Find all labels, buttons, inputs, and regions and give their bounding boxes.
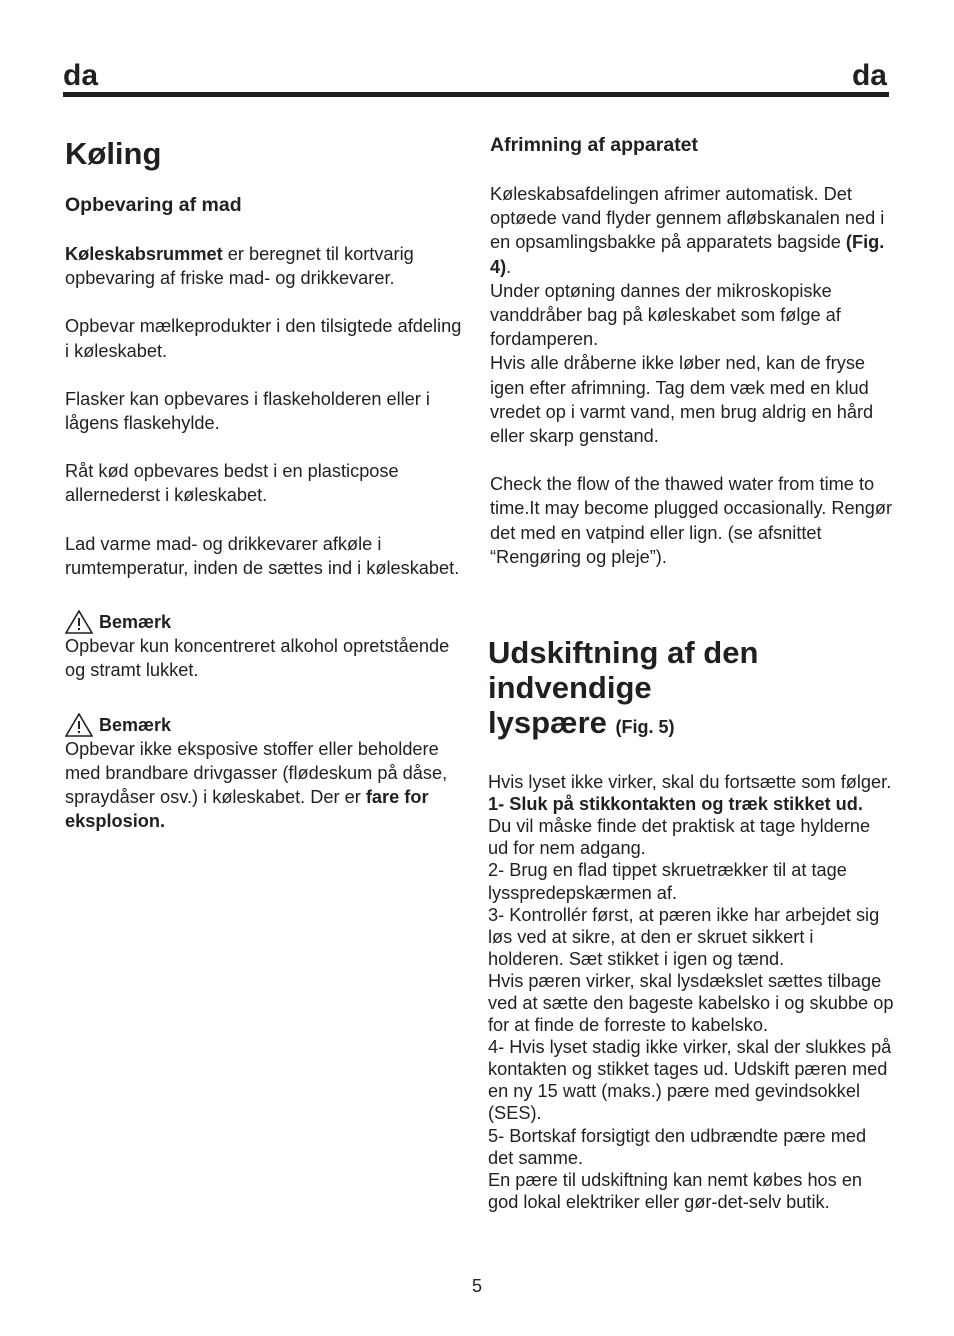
note-2-body: Opbevar ikke eksposive stoffer eller beholdere med brandbare drivgasser (flødeskum på dåse, spraydåser osv.) i køleskabet. Der er (65, 738, 448, 808)
note-1-heading (65, 610, 465, 634)
section-title-koling: Køling (65, 136, 162, 171)
subtitle-defrosting: Afrimning af apparatet (490, 134, 699, 156)
header-divider (63, 92, 889, 97)
section-title-bulb-replacement (488, 635, 894, 745)
note-2-text (65, 737, 465, 834)
paragraph-bottles: Flasker kan opbevares i flaskeholderen eller i lågens flaskehylde. (65, 388, 430, 434)
title-line-2: indvendige (488, 670, 652, 706)
header-lang-right: da (851, 59, 887, 92)
defrost-paragraph-2: Under optøning dannes der mikroskopiske vanddråber bag på køleskabet som følge af fordamperen. (490, 280, 841, 350)
bulb-step-5-note: En pære til udskiftning kan nemt købes hos en god lokal elektriker eller gør-det-selv butik. (488, 1169, 863, 1212)
bulb-step-1: 1- Sluk på stikkontakten og træk stikket ud. (488, 794, 863, 815)
title-line-1: Udskiftning af den (488, 635, 759, 671)
fridge-compartment-bold: Køleskabsrummet (65, 244, 223, 264)
title-line-3: lyspære (488, 705, 607, 741)
paragraph-raw-meat: Råt kød opbevares bedst i en plasticpose allernederst i køleskabet. (65, 461, 399, 506)
note-1-text: Opbevar kun koncentreret alkohol opretstående og stramt lukket. (65, 636, 450, 681)
header-lang-left: da (63, 59, 99, 92)
left-column (65, 132, 465, 834)
paragraph-fridge-compartment (65, 242, 465, 290)
bulb-step-3-note: Hvis pæren virker, skal lysdækslet sættes tilbage ved at sætte den bageste kabelsko i og skubbe op for at finde de forreste to kabelsko. (488, 970, 894, 1036)
paragraph-dairy: Opbevar mælkeprodukter i den tilsigtede afdeling i køleskabet. (65, 316, 462, 361)
bulb-step-3: 3- Kontrollér først, at pæren ikke har arbejdet sig løs ved at sikre, at den er skruet sikkert i holderen. Sæt stikket i igen og tænd. (488, 904, 880, 969)
fridge-compartment-text: er beregnet til kortvarig opbevaring af friske mad- og drikkevarer. (65, 244, 414, 289)
page-number: 5 (471, 1276, 482, 1296)
defrost-paragraph-1 (490, 182, 894, 279)
note-2-heading (65, 713, 465, 737)
subtitle-food-storage: Opbevaring af mad (65, 194, 242, 216)
bulb-step-5: 5- Bortskaf forsigtigt den udbrændte pære med det samme. (488, 1125, 867, 1168)
bulb-step-2: 2- Brug en flad tippet skruetrækker til at tage lysspredерskærmen af. (488, 860, 847, 903)
paragraph-warm-food: Lad varme mad- og drikkevarer afkøle i rumtemperatur, inden de sættes ind i køleskabet. (65, 533, 460, 578)
bulb-step-1-note: Du vil måske finde det praktisk at tage hylderne ud for nem adgang. (488, 816, 871, 859)
defrost-fig-ref: (Fig. 4) (490, 232, 885, 277)
warning-icon (65, 610, 93, 634)
note-1-label: Bemærk (99, 612, 172, 633)
warning-icon (65, 713, 93, 737)
defrost-paragraph-4: Check the flow of the thawed water from time to time.It may become plugged occasionally. Rengør det med en vatpind eller lign. (se afsnittet “Rengøring og pleje”). (490, 474, 892, 567)
bulb-steps (488, 771, 894, 1213)
defrost-text-1-end: . (506, 256, 512, 277)
defrost-text-1: Køleskabsafdelingen afrimer automatisk. Det optøede vand flyder gennem afløbskanalen ned i en opsamlingsbakke på apparatets bagside (490, 184, 885, 253)
defrost-paragraph-3: Hvis alle dråberne ikke løber ned, kan de fryse igen efter afrimning. Tag dem væk med en klud vredet op i varmt vand, men brug aldrig en hård eller skarp genstand. (490, 353, 874, 447)
title-fig-ref: (Fig. 5) (615, 717, 675, 738)
note-2-bold: fare for eksplosion. (65, 787, 429, 832)
right-column (490, 132, 894, 1213)
bulb-step-4: 4- Hvis lyset stadig ikke virker, skal der slukkes på kontakten og stikket tages ud. Udskift pæren med en ny 15 watt (maks.) pære med gevindsokkel (SES). (488, 1037, 892, 1124)
note-2-label: Bemærk (99, 714, 172, 735)
bulb-intro: Hvis lyset ikke virker, skal du fortsætte som følger. (488, 772, 892, 793)
